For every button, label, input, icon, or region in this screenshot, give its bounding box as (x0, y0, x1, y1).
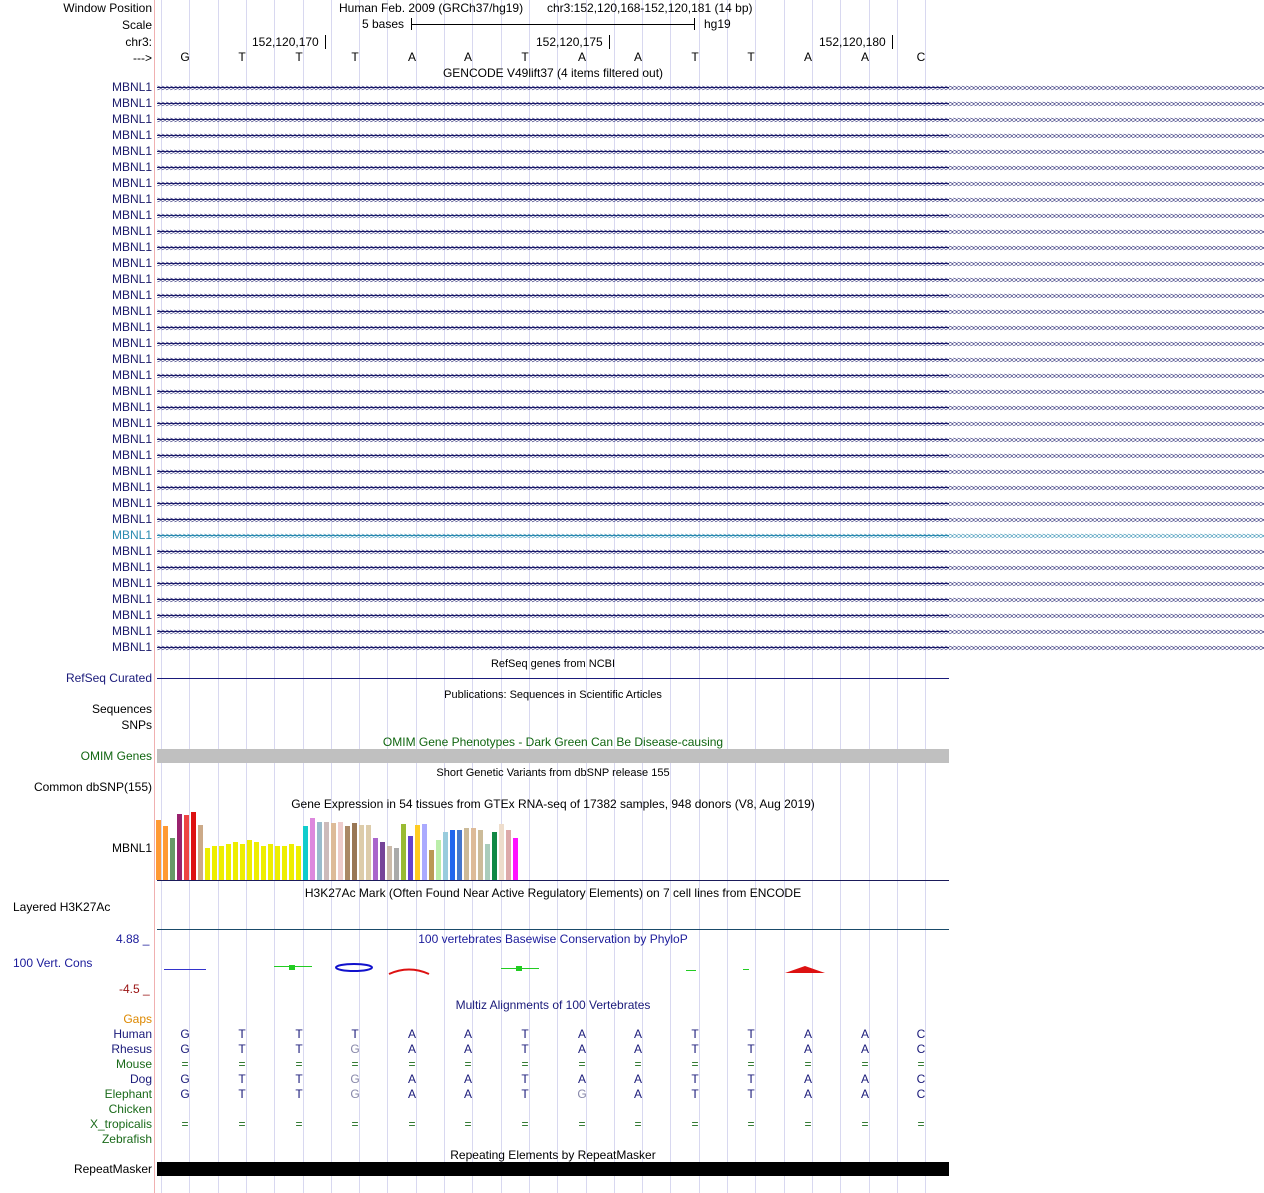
alignment-base: = (861, 1057, 869, 1071)
base-letter: C (916, 50, 926, 64)
species-label[interactable]: X_tropicalis (89, 1117, 152, 1131)
gencode-item-label[interactable]: MBNL1 (111, 288, 152, 302)
species-label[interactable]: Elephant (104, 1087, 152, 1101)
gtex-bar[interactable] (359, 825, 364, 880)
base-letter: T (351, 50, 359, 64)
alignment-base: = (351, 1057, 359, 1071)
alignment-base: A (463, 1072, 472, 1086)
alignment-base: T (521, 1087, 529, 1101)
alignment-base: A (407, 1087, 416, 1101)
species-label[interactable]: Chicken (108, 1102, 152, 1116)
alignment-base: A (463, 1027, 472, 1041)
alignment-base: = (634, 1057, 642, 1071)
gencode-item-label[interactable]: MBNL1 (111, 224, 152, 238)
strand-arrows: >>>>>>>>>>>>>>>>>>>>>>>>>>>>>>>>>>>>>>>>>>>>>>>>>>>>>>>>>>>>>>>>>>>>>>>>>>>>>>>>>>>>>>>>>>>>>>>>>>>>>>>>>>>>>>>>>>>>>>>>>>>>>>>>>>>>>>>>>>>>>>>>>>>>>>>>>>>>>>>>>>>>>>>>>>>>>>>>>>>>>>>>>>>>>>>>>>>>>>>>>>>>>>>>>>>>>>>>>>>>>>>>>>>>>>>>>>>>>>>>>>>>>>>>>>>>>>>>>>>> (157, 419, 1264, 429)
alignment-base: = (917, 1057, 925, 1071)
gtex-bar[interactable] (429, 850, 434, 880)
gtex-bar[interactable] (226, 844, 231, 880)
gencode-item-label[interactable]: MBNL1 (111, 400, 152, 414)
alignment-base: T (747, 1072, 755, 1086)
base-letter: A (577, 50, 586, 64)
alignment-base: A (860, 1027, 869, 1041)
h3k27ac-track-title: H3K27Ac Mark (Often Found Near Active Regulatory Elements) on 7 cell lines from ENCODE (304, 886, 802, 900)
alignment-base: C (916, 1087, 926, 1101)
strand-arrows: >>>>>>>>>>>>>>>>>>>>>>>>>>>>>>>>>>>>>>>>>>>>>>>>>>>>>>>>>>>>>>>>>>>>>>>>>>>>>>>>>>>>>>>>>>>>>>>>>>>>>>>>>>>>>>>>>>>>>>>>>>>>>>>>>>>>>>>>>>>>>>>>>>>>>>>>>>>>>>>>>>>>>>>>>>>>>>>>>>>>>>>>>>>>>>>>>>>>>>>>>>>>>>>>>>>>>>>>>>>>>>>>>>>>>>>>>>>>>>>>>>>>>>>>>>>>>>>>>>>> (157, 275, 1264, 285)
alignment-base: = (804, 1057, 812, 1071)
alignment-base: C (916, 1027, 926, 1041)
base-letter: G (180, 50, 190, 64)
gtex-bar[interactable] (485, 844, 490, 880)
alignment-base: T (238, 1027, 246, 1041)
gtex-bar[interactable] (366, 825, 371, 880)
alignment-base: A (633, 1087, 642, 1101)
alignment-base: T (691, 1042, 699, 1056)
alignment-base: G (180, 1072, 190, 1086)
alignment-base: T (521, 1027, 529, 1041)
alignment-base: T (691, 1087, 699, 1101)
strand-arrows: >>>>>>>>>>>>>>>>>>>>>>>>>>>>>>>>>>>>>>>>>>>>>>>>>>>>>>>>>>>>>>>>>>>>>>>>>>>>>>>>>>>>>>>>>>>>>>>>>>>>>>>>>>>>>>>>>>>>>>>>>>>>>>>>>>>>>>>>>>>>>>>>>>>>>>>>>>>>>>>>>>>>>>>>>>>>>>>>>>>>>>>>>>>>>>>>>>>>>>>>>>>>>>>>>>>>>>>>>>>>>>>>>>>>>>>>>>>>>>>>>>>>>>>>>>>>>>>>>>>> (157, 483, 1264, 493)
omim-gene-block[interactable] (157, 749, 949, 763)
gencode-item-label[interactable]: MBNL1 (111, 416, 152, 430)
repeatmasker-block[interactable] (157, 1162, 949, 1176)
gtex-track-label[interactable]: MBNL1 (111, 841, 152, 855)
gtex-bar[interactable] (233, 842, 238, 880)
gtex-bar[interactable] (163, 826, 168, 880)
omim-track-title: OMIM Gene Phenotypes - Dark Green Can Be Disease-causing (382, 735, 724, 749)
gtex-bar[interactable] (506, 830, 511, 880)
gtex-bar[interactable] (478, 830, 483, 880)
alignment-base: T (238, 1072, 246, 1086)
alignment-base: = (464, 1117, 472, 1131)
alignment-base: T (747, 1087, 755, 1101)
gencode-item-label[interactable]: MBNL1 (111, 432, 152, 446)
alignment-base: A (803, 1042, 812, 1056)
gtex-bar[interactable] (156, 820, 161, 880)
strand-arrows: >>>>>>>>>>>>>>>>>>>>>>>>>>>>>>>>>>>>>>>>>>>>>>>>>>>>>>>>>>>>>>>>>>>>>>>>>>>>>>>>>>>>>>>>>>>>>>>>>>>>>>>>>>>>>>>>>>>>>>>>>>>>>>>>>>>>>>>>>>>>>>>>>>>>>>>>>>>>>>>>>>>>>>>>>>>>>>>>>>>>>>>>>>>>>>>>>>>>>>>>>>>>>>>>>>>>>>>>>>>>>>>>>>>>>>>>>>>>>>>>>>>>>>>>>>>>>>>>>>>> (157, 531, 1264, 541)
phylop-track-label[interactable]: 100 Vert. Cons (13, 956, 93, 970)
gencode-item-label[interactable]: MBNL1 (111, 624, 152, 638)
alignment-base: = (295, 1057, 303, 1071)
gtex-bar[interactable] (492, 832, 497, 880)
gencode-item-label[interactable]: MBNL1 (111, 160, 152, 174)
strand-arrows: >>>>>>>>>>>>>>>>>>>>>>>>>>>>>>>>>>>>>>>>>>>>>>>>>>>>>>>>>>>>>>>>>>>>>>>>>>>>>>>>>>>>>>>>>>>>>>>>>>>>>>>>>>>>>>>>>>>>>>>>>>>>>>>>>>>>>>>>>>>>>>>>>>>>>>>>>>>>>>>>>>>>>>>>>>>>>>>>>>>>>>>>>>>>>>>>>>>>>>>>>>>>>>>>>>>>>>>>>>>>>>>>>>>>>>>>>>>>>>>>>>>>>>>>>>>>>>>>>>>> (157, 563, 1264, 573)
gencode-item-label[interactable]: MBNL1 (111, 576, 152, 590)
gencode-item-label[interactable]: MBNL1 (111, 368, 152, 382)
alignment-base: G (577, 1087, 587, 1101)
gencode-track-title: GENCODE V49lift37 (4 items filtered out) (442, 66, 664, 80)
gencode-item-label[interactable]: MBNL1 (111, 384, 152, 398)
gtex-bar[interactable] (254, 842, 259, 880)
phylop-track-title: 100 vertebrates Basewise Conservation by PhyloP (418, 932, 688, 946)
base-letter: T (691, 50, 699, 64)
gtex-bar[interactable] (184, 815, 189, 880)
gtex-bar[interactable] (205, 848, 210, 880)
gencode-item-label[interactable]: MBNL1 (111, 496, 152, 510)
gtex-bar[interactable] (394, 848, 399, 880)
coord-label: 152,120,180 (819, 35, 886, 49)
strand-arrows: >>>>>>>>>>>>>>>>>>>>>>>>>>>>>>>>>>>>>>>>>>>>>>>>>>>>>>>>>>>>>>>>>>>>>>>>>>>>>>>>>>>>>>>>>>>>>>>>>>>>>>>>>>>>>>>>>>>>>>>>>>>>>>>>>>>>>>>>>>>>>>>>>>>>>>>>>>>>>>>>>>>>>>>>>>>>>>>>>>>>>>>>>>>>>>>>>>>>>>>>>>>>>>>>>>>>>>>>>>>>>>>>>>>>>>>>>>>>>>>>>>>>>>>>>>>>>>>>>>>> (157, 179, 1264, 189)
gtex-bar[interactable] (513, 838, 518, 880)
alignment-base: G (180, 1027, 190, 1041)
alignment-base: T (295, 1027, 303, 1041)
gtex-bar[interactable] (373, 838, 378, 880)
gencode-item-label[interactable]: MBNL1 (111, 528, 152, 542)
alignment-base: A (577, 1072, 586, 1086)
dbsnp-track-label[interactable]: Common dbSNP(155) (33, 780, 152, 794)
gencode-item-label[interactable]: MBNL1 (111, 592, 152, 606)
strand-arrows: >>>>>>>>>>>>>>>>>>>>>>>>>>>>>>>>>>>>>>>>>>>>>>>>>>>>>>>>>>>>>>>>>>>>>>>>>>>>>>>>>>>>>>>>>>>>>>>>>>>>>>>>>>>>>>>>>>>>>>>>>>>>>>>>>>>>>>>>>>>>>>>>>>>>>>>>>>>>>>>>>>>>>>>>>>>>>>>>>>>>>>>>>>>>>>>>>>>>>>>>>>>>>>>>>>>>>>>>>>>>>>>>>>>>>>>>>>>>>>>>>>>>>>>>>>>>>>>>>>>> (157, 627, 1264, 637)
alignment-base: G (350, 1087, 360, 1101)
alignment-base: A (577, 1042, 586, 1056)
alignment-base: = (747, 1057, 755, 1071)
gtex-bar[interactable] (324, 822, 329, 880)
base-letter: T (747, 50, 755, 64)
alignment-base: = (578, 1057, 586, 1071)
gtex-bar[interactable] (261, 846, 266, 880)
coord-tick (325, 35, 326, 49)
base-letter: A (407, 50, 416, 64)
alignment-base: A (463, 1087, 472, 1101)
alignment-base: = (861, 1117, 869, 1131)
refseq-line[interactable] (157, 678, 949, 679)
alignment-base: A (633, 1072, 642, 1086)
strand-arrows: >>>>>>>>>>>>>>>>>>>>>>>>>>>>>>>>>>>>>>>>>>>>>>>>>>>>>>>>>>>>>>>>>>>>>>>>>>>>>>>>>>>>>>>>>>>>>>>>>>>>>>>>>>>>>>>>>>>>>>>>>>>>>>>>>>>>>>>>>>>>>>>>>>>>>>>>>>>>>>>>>>>>>>>>>>>>>>>>>>>>>>>>>>>>>>>>>>>>>>>>>>>>>>>>>>>>>>>>>>>>>>>>>>>>>>>>>>>>>>>>>>>>>>>>>>>>>>>>>>>> (157, 339, 1264, 349)
position-text[interactable]: chr3:152,120,168-152,120,181 (14 bp) (547, 1, 753, 15)
alignment-base: = (238, 1117, 246, 1131)
alignment-base: A (577, 1027, 586, 1041)
gtex-bar[interactable] (219, 846, 224, 880)
alignment-base: = (238, 1057, 246, 1071)
alignment-base: = (408, 1057, 416, 1071)
strand-arrows: >>>>>>>>>>>>>>>>>>>>>>>>>>>>>>>>>>>>>>>>>>>>>>>>>>>>>>>>>>>>>>>>>>>>>>>>>>>>>>>>>>>>>>>>>>>>>>>>>>>>>>>>>>>>>>>>>>>>>>>>>>>>>>>>>>>>>>>>>>>>>>>>>>>>>>>>>>>>>>>>>>>>>>>>>>>>>>>>>>>>>>>>>>>>>>>>>>>>>>>>>>>>>>>>>>>>>>>>>>>>>>>>>>>>>>>>>>>>>>>>>>>>>>>>>>>>>>>>>>>> (157, 211, 1264, 221)
scale-bar-end (694, 18, 695, 30)
strand-arrows: >>>>>>>>>>>>>>>>>>>>>>>>>>>>>>>>>>>>>>>>>>>>>>>>>>>>>>>>>>>>>>>>>>>>>>>>>>>>>>>>>>>>>>>>>>>>>>>>>>>>>>>>>>>>>>>>>>>>>>>>>>>>>>>>>>>>>>>>>>>>>>>>>>>>>>>>>>>>>>>>>>>>>>>>>>>>>>>>>>>>>>>>>>>>>>>>>>>>>>>>>>>>>>>>>>>>>>>>>>>>>>>>>>>>>>>>>>>>>>>>>>>>>>>>>>>>>>>>>>>> (157, 547, 1264, 557)
gtex-bar[interactable] (338, 822, 343, 880)
alignment-base: T (295, 1087, 303, 1101)
alignment-base: A (633, 1027, 642, 1041)
strand-arrows: >>>>>>>>>>>>>>>>>>>>>>>>>>>>>>>>>>>>>>>>>>>>>>>>>>>>>>>>>>>>>>>>>>>>>>>>>>>>>>>>>>>>>>>>>>>>>>>>>>>>>>>>>>>>>>>>>>>>>>>>>>>>>>>>>>>>>>>>>>>>>>>>>>>>>>>>>>>>>>>>>>>>>>>>>>>>>>>>>>>>>>>>>>>>>>>>>>>>>>>>>>>>>>>>>>>>>>>>>>>>>>>>>>>>>>>>>>>>>>>>>>>>>>>>>>>>>>>>>>>> (157, 131, 1264, 141)
alignment-base: A (407, 1072, 416, 1086)
alignment-base: A (860, 1072, 869, 1086)
alignment-base: = (351, 1117, 359, 1131)
alignment-base: G (180, 1087, 190, 1101)
scale-text: 5 bases (362, 17, 405, 31)
gencode-item-label[interactable]: MBNL1 (111, 448, 152, 462)
alignment-base: = (181, 1057, 189, 1071)
gtex-bar[interactable] (331, 823, 336, 880)
strand-arrows: >>>>>>>>>>>>>>>>>>>>>>>>>>>>>>>>>>>>>>>>>>>>>>>>>>>>>>>>>>>>>>>>>>>>>>>>>>>>>>>>>>>>>>>>>>>>>>>>>>>>>>>>>>>>>>>>>>>>>>>>>>>>>>>>>>>>>>>>>>>>>>>>>>>>>>>>>>>>>>>>>>>>>>>>>>>>>>>>>>>>>>>>>>>>>>>>>>>>>>>>>>>>>>>>>>>>>>>>>>>>>>>>>>>>>>>>>>>>>>>>>>>>>>>>>>>>>>>>>>>> (157, 99, 1264, 109)
strand-arrows: >>>>>>>>>>>>>>>>>>>>>>>>>>>>>>>>>>>>>>>>>>>>>>>>>>>>>>>>>>>>>>>>>>>>>>>>>>>>>>>>>>>>>>>>>>>>>>>>>>>>>>>>>>>>>>>>>>>>>>>>>>>>>>>>>>>>>>>>>>>>>>>>>>>>>>>>>>>>>>>>>>>>>>>>>>>>>>>>>>>>>>>>>>>>>>>>>>>>>>>>>>>>>>>>>>>>>>>>>>>>>>>>>>>>>>>>>>>>>>>>>>>>>>>>>>>>>>>>>>>> (157, 227, 1264, 237)
alignment-base: A (633, 1042, 642, 1056)
alignment-base: T (691, 1027, 699, 1041)
gtex-bar[interactable] (317, 822, 322, 880)
gtex-bar[interactable] (408, 836, 413, 880)
gencode-item-label[interactable]: MBNL1 (111, 208, 152, 222)
gtex-bar[interactable] (450, 830, 455, 880)
strand-arrows: >>>>>>>>>>>>>>>>>>>>>>>>>>>>>>>>>>>>>>>>>>>>>>>>>>>>>>>>>>>>>>>>>>>>>>>>>>>>>>>>>>>>>>>>>>>>>>>>>>>>>>>>>>>>>>>>>>>>>>>>>>>>>>>>>>>>>>>>>>>>>>>>>>>>>>>>>>>>>>>>>>>>>>>>>>>>>>>>>>>>>>>>>>>>>>>>>>>>>>>>>>>>>>>>>>>>>>>>>>>>>>>>>>>>>>>>>>>>>>>>>>>>>>>>>>>>>>>>>>>> (157, 451, 1264, 461)
strand-arrows: >>>>>>>>>>>>>>>>>>>>>>>>>>>>>>>>>>>>>>>>>>>>>>>>>>>>>>>>>>>>>>>>>>>>>>>>>>>>>>>>>>>>>>>>>>>>>>>>>>>>>>>>>>>>>>>>>>>>>>>>>>>>>>>>>>>>>>>>>>>>>>>>>>>>>>>>>>>>>>>>>>>>>>>>>>>>>>>>>>>>>>>>>>>>>>>>>>>>>>>>>>>>>>>>>>>>>>>>>>>>>>>>>>>>>>>>>>>>>>>>>>>>>>>>>>>>>>>>>>>> (157, 579, 1264, 589)
strand-arrows: >>>>>>>>>>>>>>>>>>>>>>>>>>>>>>>>>>>>>>>>>>>>>>>>>>>>>>>>>>>>>>>>>>>>>>>>>>>>>>>>>>>>>>>>>>>>>>>>>>>>>>>>>>>>>>>>>>>>>>>>>>>>>>>>>>>>>>>>>>>>>>>>>>>>>>>>>>>>>>>>>>>>>>>>>>>>>>>>>>>>>>>>>>>>>>>>>>>>>>>>>>>>>>>>>>>>>>>>>>>>>>>>>>>>>>>>>>>>>>>>>>>>>>>>>>>>>>>>>>>> (157, 499, 1264, 509)
gencode-item-label[interactable]: MBNL1 (111, 464, 152, 478)
strand-arrows: >>>>>>>>>>>>>>>>>>>>>>>>>>>>>>>>>>>>>>>>>>>>>>>>>>>>>>>>>>>>>>>>>>>>>>>>>>>>>>>>>>>>>>>>>>>>>>>>>>>>>>>>>>>>>>>>>>>>>>>>>>>>>>>>>>>>>>>>>>>>>>>>>>>>>>>>>>>>>>>>>>>>>>>>>>>>>>>>>>>>>>>>>>>>>>>>>>>>>>>>>>>>>>>>>>>>>>>>>>>>>>>>>>>>>>>>>>>>>>>>>>>>>>>>>>>>>>>>>>>> (157, 515, 1264, 525)
gencode-item-label[interactable]: MBNL1 (111, 320, 152, 334)
alignment-base: A (803, 1027, 812, 1041)
gencode-item-label[interactable]: MBNL1 (111, 144, 152, 158)
gencode-item-label[interactable]: MBNL1 (111, 352, 152, 366)
strand-label: ---> (133, 51, 152, 65)
gencode-item-label[interactable]: MBNL1 (111, 512, 152, 526)
coord-label: 152,120,175 (536, 35, 603, 49)
coord-tick (892, 35, 893, 49)
alignment-base: A (803, 1087, 812, 1101)
species-label[interactable]: Human (113, 1027, 152, 1041)
multiz-track-title: Multiz Alignments of 100 Vertebrates (455, 998, 651, 1012)
strand-arrows: >>>>>>>>>>>>>>>>>>>>>>>>>>>>>>>>>>>>>>>>>>>>>>>>>>>>>>>>>>>>>>>>>>>>>>>>>>>>>>>>>>>>>>>>>>>>>>>>>>>>>>>>>>>>>>>>>>>>>>>>>>>>>>>>>>>>>>>>>>>>>>>>>>>>>>>>>>>>>>>>>>>>>>>>>>>>>>>>>>>>>>>>>>>>>>>>>>>>>>>>>>>>>>>>>>>>>>>>>>>>>>>>>>>>>>>>>>>>>>>>>>>>>>>>>>>>>>>>>>>> (157, 83, 1264, 93)
strand-arrows: >>>>>>>>>>>>>>>>>>>>>>>>>>>>>>>>>>>>>>>>>>>>>>>>>>>>>>>>>>>>>>>>>>>>>>>>>>>>>>>>>>>>>>>>>>>>>>>>>>>>>>>>>>>>>>>>>>>>>>>>>>>>>>>>>>>>>>>>>>>>>>>>>>>>>>>>>>>>>>>>>>>>>>>>>>>>>>>>>>>>>>>>>>>>>>>>>>>>>>>>>>>>>>>>>>>>>>>>>>>>>>>>>>>>>>>>>>>>>>>>>>>>>>>>>>>>>>>>>>>> (157, 467, 1264, 477)
alignment-base: A (407, 1042, 416, 1056)
alignment-base: = (747, 1117, 755, 1131)
alignment-base: = (578, 1117, 586, 1131)
gtex-bar[interactable] (443, 832, 448, 880)
alignment-base: = (408, 1117, 416, 1131)
repeatmasker-track-label[interactable]: RepeatMasker (73, 1162, 152, 1176)
phylop-min-label: -4.5 _ (119, 982, 150, 996)
base-letter: A (633, 50, 642, 64)
gtex-bar[interactable] (191, 812, 196, 880)
species-label[interactable]: Rhesus (111, 1042, 152, 1056)
alignment-base: A (860, 1087, 869, 1101)
gtex-bar[interactable] (296, 846, 301, 880)
gtex-bar[interactable] (310, 818, 315, 880)
alignment-base: A (860, 1042, 869, 1056)
gencode-item-label[interactable]: MBNL1 (111, 304, 152, 318)
alignment-base: G (350, 1042, 360, 1056)
alignment-base: T (747, 1042, 755, 1056)
gtex-bar[interactable] (499, 824, 504, 880)
gtex-bar[interactable] (303, 826, 308, 880)
gencode-item-label[interactable]: MBNL1 (111, 608, 152, 622)
alignment-base: T (295, 1042, 303, 1056)
alignment-base: T (238, 1042, 246, 1056)
gtex-bar[interactable] (380, 842, 385, 880)
strand-arrows: >>>>>>>>>>>>>>>>>>>>>>>>>>>>>>>>>>>>>>>>>>>>>>>>>>>>>>>>>>>>>>>>>>>>>>>>>>>>>>>>>>>>>>>>>>>>>>>>>>>>>>>>>>>>>>>>>>>>>>>>>>>>>>>>>>>>>>>>>>>>>>>>>>>>>>>>>>>>>>>>>>>>>>>>>>>>>>>>>>>>>>>>>>>>>>>>>>>>>>>>>>>>>>>>>>>>>>>>>>>>>>>>>>>>>>>>>>>>>>>>>>>>>>>>>>>>>>>>>>>> (157, 323, 1264, 333)
species-label[interactable]: Dog (129, 1072, 152, 1086)
strand-arrows: >>>>>>>>>>>>>>>>>>>>>>>>>>>>>>>>>>>>>>>>>>>>>>>>>>>>>>>>>>>>>>>>>>>>>>>>>>>>>>>>>>>>>>>>>>>>>>>>>>>>>>>>>>>>>>>>>>>>>>>>>>>>>>>>>>>>>>>>>>>>>>>>>>>>>>>>>>>>>>>>>>>>>>>>>>>>>>>>>>>>>>>>>>>>>>>>>>>>>>>>>>>>>>>>>>>>>>>>>>>>>>>>>>>>>>>>>>>>>>>>>>>>>>>>>>>>>>>>>>>> (157, 163, 1264, 173)
gtex-bar[interactable] (415, 825, 420, 880)
gencode-item-label[interactable]: MBNL1 (111, 112, 152, 126)
alignment-base: T (691, 1072, 699, 1086)
coord-tick (609, 35, 610, 49)
gtex-bar[interactable] (387, 846, 392, 880)
alignment-base: T (238, 1087, 246, 1101)
scale-bar (411, 24, 694, 25)
gencode-item-label[interactable]: MBNL1 (111, 240, 152, 254)
snps-track-label[interactable]: SNPs (121, 718, 152, 732)
gencode-item-label[interactable]: MBNL1 (111, 544, 152, 558)
gencode-item-label[interactable]: MBNL1 (111, 640, 152, 654)
alignment-base: = (917, 1117, 925, 1131)
strand-arrows: >>>>>>>>>>>>>>>>>>>>>>>>>>>>>>>>>>>>>>>>>>>>>>>>>>>>>>>>>>>>>>>>>>>>>>>>>>>>>>>>>>>>>>>>>>>>>>>>>>>>>>>>>>>>>>>>>>>>>>>>>>>>>>>>>>>>>>>>>>>>>>>>>>>>>>>>>>>>>>>>>>>>>>>>>>>>>>>>>>>>>>>>>>>>>>>>>>>>>>>>>>>>>>>>>>>>>>>>>>>>>>>>>>>>>>>>>>>>>>>>>>>>>>>>>>>>>>>>>>>> (157, 291, 1264, 301)
strand-arrows: >>>>>>>>>>>>>>>>>>>>>>>>>>>>>>>>>>>>>>>>>>>>>>>>>>>>>>>>>>>>>>>>>>>>>>>>>>>>>>>>>>>>>>>>>>>>>>>>>>>>>>>>>>>>>>>>>>>>>>>>>>>>>>>>>>>>>>>>>>>>>>>>>>>>>>>>>>>>>>>>>>>>>>>>>>>>>>>>>>>>>>>>>>>>>>>>>>>>>>>>>>>>>>>>>>>>>>>>>>>>>>>>>>>>>>>>>>>>>>>>>>>>>>>>>>>>>>>>>>>> (157, 147, 1264, 157)
gencode-item-label[interactable]: MBNL1 (111, 272, 152, 286)
gtex-bar[interactable] (282, 846, 287, 880)
strand-arrows: >>>>>>>>>>>>>>>>>>>>>>>>>>>>>>>>>>>>>>>>>>>>>>>>>>>>>>>>>>>>>>>>>>>>>>>>>>>>>>>>>>>>>>>>>>>>>>>>>>>>>>>>>>>>>>>>>>>>>>>>>>>>>>>>>>>>>>>>>>>>>>>>>>>>>>>>>>>>>>>>>>>>>>>>>>>>>>>>>>>>>>>>>>>>>>>>>>>>>>>>>>>>>>>>>>>>>>>>>>>>>>>>>>>>>>>>>>>>>>>>>>>>>>>>>>>>>>>>>>>> (157, 307, 1264, 317)
alignment-base: = (181, 1117, 189, 1131)
gencode-item-label[interactable]: MBNL1 (111, 96, 152, 110)
alignment-base: C (916, 1072, 926, 1086)
strand-arrows: >>>>>>>>>>>>>>>>>>>>>>>>>>>>>>>>>>>>>>>>>>>>>>>>>>>>>>>>>>>>>>>>>>>>>>>>>>>>>>>>>>>>>>>>>>>>>>>>>>>>>>>>>>>>>>>>>>>>>>>>>>>>>>>>>>>>>>>>>>>>>>>>>>>>>>>>>>>>>>>>>>>>>>>>>>>>>>>>>>>>>>>>>>>>>>>>>>>>>>>>>>>>>>>>>>>>>>>>>>>>>>>>>>>>>>>>>>>>>>>>>>>>>>>>>>>>>>>>>>>> (157, 403, 1264, 413)
strand-arrows: >>>>>>>>>>>>>>>>>>>>>>>>>>>>>>>>>>>>>>>>>>>>>>>>>>>>>>>>>>>>>>>>>>>>>>>>>>>>>>>>>>>>>>>>>>>>>>>>>>>>>>>>>>>>>>>>>>>>>>>>>>>>>>>>>>>>>>>>>>>>>>>>>>>>>>>>>>>>>>>>>>>>>>>>>>>>>>>>>>>>>>>>>>>>>>>>>>>>>>>>>>>>>>>>>>>>>>>>>>>>>>>>>>>>>>>>>>>>>>>>>>>>>>>>>>>>>>>>>>>> (157, 371, 1264, 381)
gtex-bar[interactable] (170, 838, 175, 880)
coord-label: 152,120,170 (252, 35, 319, 49)
refseq-track-title: RefSeq genes from NCBI (490, 658, 616, 670)
alignment-base: T (295, 1072, 303, 1086)
gtex-bar[interactable] (401, 824, 406, 880)
gencode-item-label[interactable]: MBNL1 (111, 560, 152, 574)
alignment-base: = (464, 1057, 472, 1071)
strand-arrows: >>>>>>>>>>>>>>>>>>>>>>>>>>>>>>>>>>>>>>>>>>>>>>>>>>>>>>>>>>>>>>>>>>>>>>>>>>>>>>>>>>>>>>>>>>>>>>>>>>>>>>>>>>>>>>>>>>>>>>>>>>>>>>>>>>>>>>>>>>>>>>>>>>>>>>>>>>>>>>>>>>>>>>>>>>>>>>>>>>>>>>>>>>>>>>>>>>>>>>>>>>>>>>>>>>>>>>>>>>>>>>>>>>>>>>>>>>>>>>>>>>>>>>>>>>>>>>>>>>>> (157, 243, 1264, 253)
alignment-base: G (350, 1072, 360, 1086)
alignment-base: A (803, 1072, 812, 1086)
gtex-bar[interactable] (240, 844, 245, 880)
alignment-base: = (691, 1117, 699, 1131)
gencode-item-label[interactable]: MBNL1 (111, 128, 152, 142)
gtex-bar[interactable] (212, 846, 217, 880)
strand-arrows: >>>>>>>>>>>>>>>>>>>>>>>>>>>>>>>>>>>>>>>>>>>>>>>>>>>>>>>>>>>>>>>>>>>>>>>>>>>>>>>>>>>>>>>>>>>>>>>>>>>>>>>>>>>>>>>>>>>>>>>>>>>>>>>>>>>>>>>>>>>>>>>>>>>>>>>>>>>>>>>>>>>>>>>>>>>>>>>>>>>>>>>>>>>>>>>>>>>>>>>>>>>>>>>>>>>>>>>>>>>>>>>>>>>>>>>>>>>>>>>>>>>>>>>>>>>>>>>>>>>> (157, 195, 1264, 205)
refseq-track-label[interactable]: RefSeq Curated (65, 671, 152, 685)
alignment-base: T (521, 1072, 529, 1086)
gtex-bar[interactable] (345, 826, 350, 880)
window-position-label: Window Position (63, 1, 152, 15)
chrom-label: chr3: (125, 35, 152, 49)
gtex-bar[interactable] (457, 830, 462, 880)
h3k27ac-track-label[interactable]: Layered H3K27Ac (13, 900, 111, 914)
gtex-bar[interactable] (471, 828, 476, 880)
strand-arrows: >>>>>>>>>>>>>>>>>>>>>>>>>>>>>>>>>>>>>>>>>>>>>>>>>>>>>>>>>>>>>>>>>>>>>>>>>>>>>>>>>>>>>>>>>>>>>>>>>>>>>>>>>>>>>>>>>>>>>>>>>>>>>>>>>>>>>>>>>>>>>>>>>>>>>>>>>>>>>>>>>>>>>>>>>>>>>>>>>>>>>>>>>>>>>>>>>>>>>>>>>>>>>>>>>>>>>>>>>>>>>>>>>>>>>>>>>>>>>>>>>>>>>>>>>>>>>>>>>>>> (157, 259, 1264, 269)
gtex-bar[interactable] (289, 844, 294, 880)
gencode-item-label[interactable]: MBNL1 (111, 256, 152, 270)
scale-label: Scale (121, 18, 152, 32)
gtex-baseline (157, 880, 949, 881)
base-letter: T (295, 50, 303, 64)
strand-arrows: >>>>>>>>>>>>>>>>>>>>>>>>>>>>>>>>>>>>>>>>>>>>>>>>>>>>>>>>>>>>>>>>>>>>>>>>>>>>>>>>>>>>>>>>>>>>>>>>>>>>>>>>>>>>>>>>>>>>>>>>>>>>>>>>>>>>>>>>>>>>>>>>>>>>>>>>>>>>>>>>>>>>>>>>>>>>>>>>>>>>>>>>>>>>>>>>>>>>>>>>>>>>>>>>>>>>>>>>>>>>>>>>>>>>>>>>>>>>>>>>>>>>>>>>>>>>>>>>>>>> (157, 643, 1264, 653)
species-label[interactable]: Zebrafish (101, 1132, 152, 1146)
gtex-bar[interactable] (352, 823, 357, 880)
strand-arrows: >>>>>>>>>>>>>>>>>>>>>>>>>>>>>>>>>>>>>>>>>>>>>>>>>>>>>>>>>>>>>>>>>>>>>>>>>>>>>>>>>>>>>>>>>>>>>>>>>>>>>>>>>>>>>>>>>>>>>>>>>>>>>>>>>>>>>>>>>>>>>>>>>>>>>>>>>>>>>>>>>>>>>>>>>>>>>>>>>>>>>>>>>>>>>>>>>>>>>>>>>>>>>>>>>>>>>>>>>>>>>>>>>>>>>>>>>>>>>>>>>>>>>>>>>>>>>>>>>>>> (157, 355, 1264, 365)
gtex-bar[interactable] (268, 844, 273, 880)
alignment-base: A (407, 1027, 416, 1041)
base-letter: A (860, 50, 869, 64)
species-label[interactable]: Mouse (115, 1057, 152, 1071)
gtex-bar[interactable] (247, 840, 252, 880)
gtex-bar[interactable] (275, 846, 280, 880)
h3k27ac-baseline (157, 929, 949, 930)
gencode-item-label[interactable]: MBNL1 (111, 80, 152, 94)
alignment-base: = (634, 1117, 642, 1131)
omim-track-label[interactable]: OMIM Genes (80, 749, 152, 763)
gtex-bar[interactable] (177, 814, 182, 880)
alignment-base: = (521, 1057, 529, 1071)
base-letter: T (521, 50, 529, 64)
dbsnp-track-title: Short Genetic Variants from dbSNP release 155 (436, 767, 670, 779)
alignment-base: = (295, 1117, 303, 1131)
phylop-max-label: 4.88 _ (116, 932, 150, 946)
gtex-bar[interactable] (198, 825, 203, 880)
gtex-track-title: Gene Expression in 54 tissues from GTEx RNA-seq of 17382 samples, 948 donors (V8, Aug 2019) (291, 797, 815, 811)
strand-arrows: >>>>>>>>>>>>>>>>>>>>>>>>>>>>>>>>>>>>>>>>>>>>>>>>>>>>>>>>>>>>>>>>>>>>>>>>>>>>>>>>>>>>>>>>>>>>>>>>>>>>>>>>>>>>>>>>>>>>>>>>>>>>>>>>>>>>>>>>>>>>>>>>>>>>>>>>>>>>>>>>>>>>>>>>>>>>>>>>>>>>>>>>>>>>>>>>>>>>>>>>>>>>>>>>>>>>>>>>>>>>>>>>>>>>>>>>>>>>>>>>>>>>>>>>>>>>>>>>>>>> (157, 595, 1264, 605)
base-letter: A (463, 50, 472, 64)
repeatmasker-track-title: Repeating Elements by RepeatMasker (450, 1148, 656, 1162)
strand-arrows: >>>>>>>>>>>>>>>>>>>>>>>>>>>>>>>>>>>>>>>>>>>>>>>>>>>>>>>>>>>>>>>>>>>>>>>>>>>>>>>>>>>>>>>>>>>>>>>>>>>>>>>>>>>>>>>>>>>>>>>>>>>>>>>>>>>>>>>>>>>>>>>>>>>>>>>>>>>>>>>>>>>>>>>>>>>>>>>>>>>>>>>>>>>>>>>>>>>>>>>>>>>>>>>>>>>>>>>>>>>>>>>>>>>>>>>>>>>>>>>>>>>>>>>>>>>>>>>>>>>> (157, 115, 1264, 125)
alignment-base: G (180, 1042, 190, 1056)
base-letter: T (238, 50, 246, 64)
alignment-base: = (691, 1057, 699, 1071)
label-divider (154, 0, 155, 1193)
alignment-base: A (463, 1042, 472, 1056)
gencode-item-label[interactable]: MBNL1 (111, 192, 152, 206)
strand-arrows: >>>>>>>>>>>>>>>>>>>>>>>>>>>>>>>>>>>>>>>>>>>>>>>>>>>>>>>>>>>>>>>>>>>>>>>>>>>>>>>>>>>>>>>>>>>>>>>>>>>>>>>>>>>>>>>>>>>>>>>>>>>>>>>>>>>>>>>>>>>>>>>>>>>>>>>>>>>>>>>>>>>>>>>>>>>>>>>>>>>>>>>>>>>>>>>>>>>>>>>>>>>>>>>>>>>>>>>>>>>>>>>>>>>>>>>>>>>>>>>>>>>>>>>>>>>>>>>>>>>> (157, 611, 1264, 621)
base-letter: A (803, 50, 812, 64)
alignment-base: T (521, 1042, 529, 1056)
gaps-label: Gaps (123, 1012, 152, 1026)
db-name: hg19 (704, 17, 731, 31)
gtex-bar[interactable] (422, 824, 427, 880)
alignment-base: C (916, 1042, 926, 1056)
gencode-item-label[interactable]: MBNL1 (111, 176, 152, 190)
assembly-name: Human Feb. 2009 (GRCh37/hg19) (339, 1, 524, 15)
alignment-base: T (351, 1027, 359, 1041)
alignment-base: = (804, 1117, 812, 1131)
gencode-item-label[interactable]: MBNL1 (111, 480, 152, 494)
alignment-base: T (747, 1027, 755, 1041)
sequences-track-label[interactable]: Sequences (91, 702, 152, 716)
strand-arrows: >>>>>>>>>>>>>>>>>>>>>>>>>>>>>>>>>>>>>>>>>>>>>>>>>>>>>>>>>>>>>>>>>>>>>>>>>>>>>>>>>>>>>>>>>>>>>>>>>>>>>>>>>>>>>>>>>>>>>>>>>>>>>>>>>>>>>>>>>>>>>>>>>>>>>>>>>>>>>>>>>>>>>>>>>>>>>>>>>>>>>>>>>>>>>>>>>>>>>>>>>>>>>>>>>>>>>>>>>>>>>>>>>>>>>>>>>>>>>>>>>>>>>>>>>>>>>>>>>>>> (157, 387, 1264, 397)
gencode-item-label[interactable]: MBNL1 (111, 336, 152, 350)
pubs-track-title: Publications: Sequences in Scientific Articles (444, 689, 662, 701)
alignment-base: = (521, 1117, 529, 1131)
gtex-bar[interactable] (464, 828, 469, 880)
gtex-bar[interactable] (436, 840, 441, 880)
strand-arrows: >>>>>>>>>>>>>>>>>>>>>>>>>>>>>>>>>>>>>>>>>>>>>>>>>>>>>>>>>>>>>>>>>>>>>>>>>>>>>>>>>>>>>>>>>>>>>>>>>>>>>>>>>>>>>>>>>>>>>>>>>>>>>>>>>>>>>>>>>>>>>>>>>>>>>>>>>>>>>>>>>>>>>>>>>>>>>>>>>>>>>>>>>>>>>>>>>>>>>>>>>>>>>>>>>>>>>>>>>>>>>>>>>>>>>>>>>>>>>>>>>>>>>>>>>>>>>>>>>>>> (157, 435, 1264, 445)
